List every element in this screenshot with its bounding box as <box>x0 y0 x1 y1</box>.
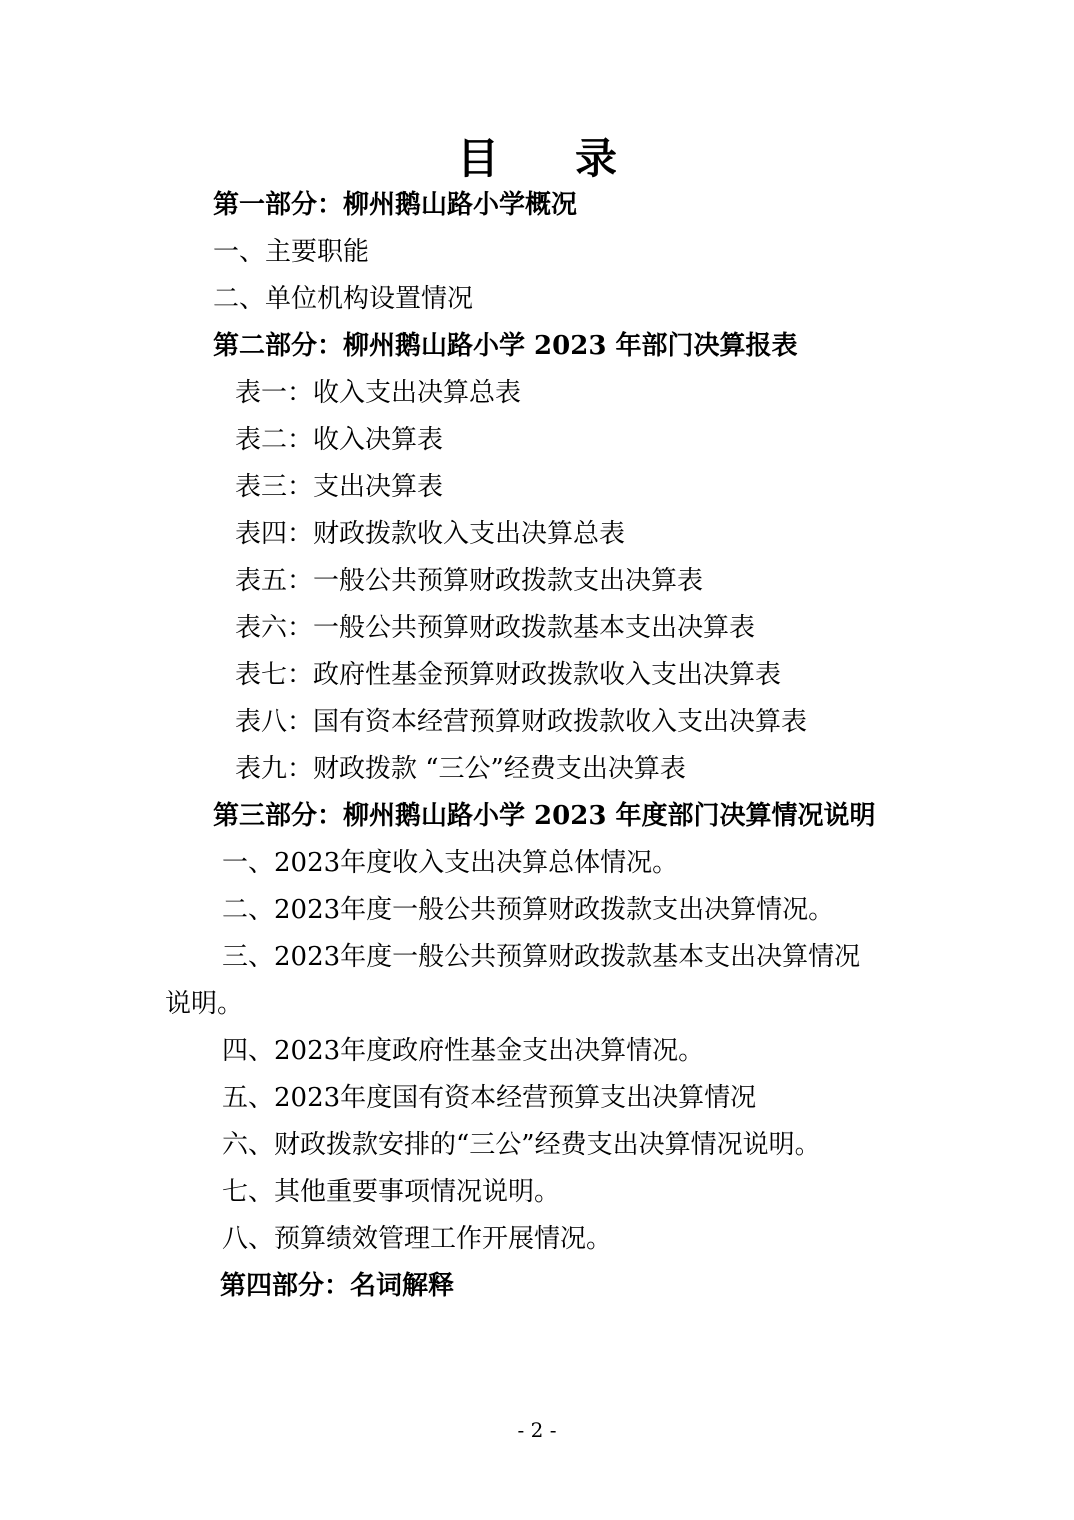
toc-item: 七、其他重要事项情况说明。 <box>222 1177 561 1207</box>
toc-item: 二、2023年度一般公共预算财政拨款支出决算情况。 <box>222 895 835 925</box>
part4-heading: 第四部分：名词解释 <box>220 1271 455 1301</box>
toc-item: 六、财政拨款安排的“三公”经费支出决算情况说明。 <box>222 1130 821 1160</box>
page-title <box>0 126 1074 186</box>
part2-heading: 第二部分：柳州鹅山路小学 2023 年部门决算报表 <box>213 331 798 361</box>
page-number: - 2 - <box>517 1418 557 1442</box>
part3-heading: 第三部分：柳州鹅山路小学 2023 年度部门决算情况说明 <box>213 801 876 831</box>
toc-item: 表九：财政拨款 “三公”经费支出决算表 <box>235 754 686 784</box>
toc-item: 一、2023年度收入支出决算总体情况。 <box>222 848 679 878</box>
toc-item: 一、主要职能 <box>213 237 370 267</box>
toc-item: 表二：收入决算表 <box>235 425 444 455</box>
toc-item: 表七：政府性基金预算财政拨款收入支出决算表 <box>235 660 782 690</box>
title-char-2: 录 <box>575 134 618 183</box>
toc-item: 四、2023年度政府性基金支出决算情况。 <box>222 1036 705 1066</box>
toc-item: 表五：一般公共预算财政拨款支出决算表 <box>235 566 704 596</box>
toc-item: 表三：支出决算表 <box>235 472 444 502</box>
toc-item: 八、预算绩效管理工作开展情况。 <box>222 1224 613 1254</box>
toc-item: 二、单位机构设置情况 <box>213 284 474 314</box>
title-char-1: 目 <box>456 134 499 183</box>
toc-item-continuation: 说明。 <box>165 989 244 1019</box>
toc-item: 五、2023年度国有资本经营预算支出决算情况 <box>222 1083 757 1113</box>
toc-item: 三、2023年度一般公共预算财政拨款基本支出决算情况 <box>222 942 861 972</box>
toc-item: 表六：一般公共预算财政拨款基本支出决算表 <box>235 613 756 643</box>
toc-item: 表八：国有资本经营预算财政拨款收入支出决算表 <box>235 707 808 737</box>
part1-heading: 第一部分：柳州鹅山路小学概况 <box>213 190 578 220</box>
toc-item: 表四：财政拨款收入支出决算总表 <box>235 519 626 549</box>
toc-item: 表一：收入支出决算总表 <box>235 378 522 408</box>
